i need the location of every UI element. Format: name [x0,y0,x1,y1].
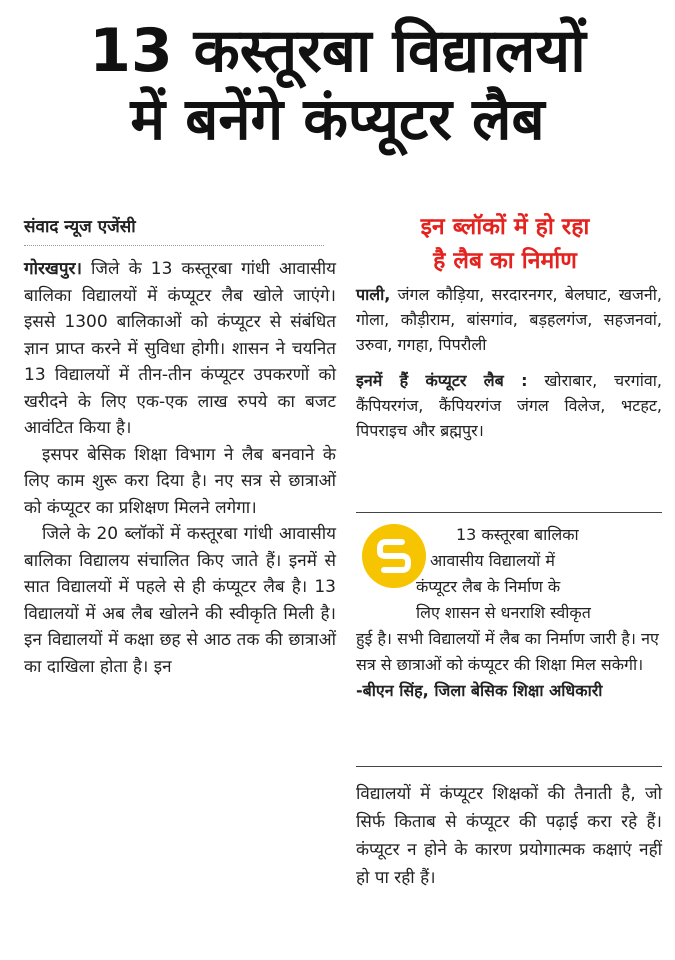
dateline: गोरखपुर। [24,259,82,279]
article-paragraph-1-text: जिले के 13 कस्तूरबा गांधी आवासीय बालिका विद्यालयों में कंप्यूटर लैब खोले जाएंगे। इससे 1300 बालिकाओं को कंप्यूटर से संबंधित ज्ञान प्राप्त करने में सुविधा होगी। शासन ने चयनित 13 विद्यालयों में तीन-तीन कंप्यूटर उपकरणों को खरीदने के लिए एक-एक लाख रुपये का बजट आवंटित किया है। [24,259,336,438]
byline: संवाद न्यूज एजेंसी [24,217,136,237]
article-paragraph-1 [24,256,336,442]
blocks-list-text: जंगल कौड़िया, सरदारनगर, बेलघाट, खजनी, गोला, कौड़ीराम, बांसगांव, बड़हलगंज, सहजनवां, उरुवा, गगहा, पिपरौली [356,285,662,354]
existing-labs-lead: इनमें हैं कंप्यूटर लैब : [356,371,528,390]
sidebar-heading [350,210,660,278]
sidebar-heading-line-2: है लैब का निर्माण [433,248,577,274]
headline [0,18,675,152]
headline-line-1: 13 कस्तूरबा विद्यालयों [89,16,586,86]
sidebar-divider-bottom [356,766,662,767]
quote-line-2: आवासीय विद्यालयों में [430,551,555,570]
article-paragraph-2: इसपर बेसिक शिक्षा विभाग ने लैब बनवाने के लिए काम शुरू करा दिया है। नए सत्र से छात्राओं को कंप्यूटर का प्रशिक्षण मिलने लगेगा। [24,444,336,518]
sidebar-divider-top [356,512,662,513]
blocks-list [356,282,662,357]
quote-line-4: लिए शासन से धनराशि स्वीकृत [416,603,591,622]
sidebar-heading-line-1: इन ब्लॉकों में हो रहा [420,214,590,240]
blocks-lead: पाली, [356,285,391,304]
byline-divider [24,245,324,246]
headline-line-2: में बनेंगे कंप्यूटर लैब [130,85,545,153]
quote-signature: -बीएन सिंह, जिला बेसिक शिक्षा अधिकारी [356,681,603,700]
article-paragraph-3: जिले के 20 ब्लॉकों में कस्तूरबा गांधी आवासीय बालिका विद्यालय संचालित किए जाते हैं। इनमें से सात विद्यालयों में पहले से ही कंप्यूटर लैब है। 13 विद्यालयों में अब लैब खोलने की स्वीकृति मिली है। इन विद्यालयों में कक्षा छह से आठ तक की छात्राओं का दाखिला होता है। इन [24,524,336,677]
official-quote [356,522,662,704]
article-continuation: विद्यालयों में कंप्यूटर शिक्षकों की तैनाती है, जो सिर्फ किताब से कंप्यूटर की पढ़ाई करा रहे हैं। कंप्यूटर न होने के कारण प्रयोगात्मक कक्षाएं नहीं हो पा रही हैं। [356,784,662,888]
quote-rest: हुई है। सभी विद्यालयों में लैब का निर्माण जारी है। नए सत्र से छात्राओं को कंप्यूटर की शिक्षा मिल सकेगी। [356,629,659,674]
existing-labs-text: खोराबार, चरगांवा, कैंपियरगंज, कैंपियरगंज जंगल विलेज, भटहट, पिपराइच और ब्रह्मपुर। [356,371,662,440]
quote-line-3: कंप्यूटर लैब के निर्माण के [416,577,561,596]
quote-line-1: 13 कस्तूरबा बालिका [456,525,579,544]
article-body [24,256,336,680]
existing-labs-list [356,368,662,443]
sidebar-box [356,282,662,454]
